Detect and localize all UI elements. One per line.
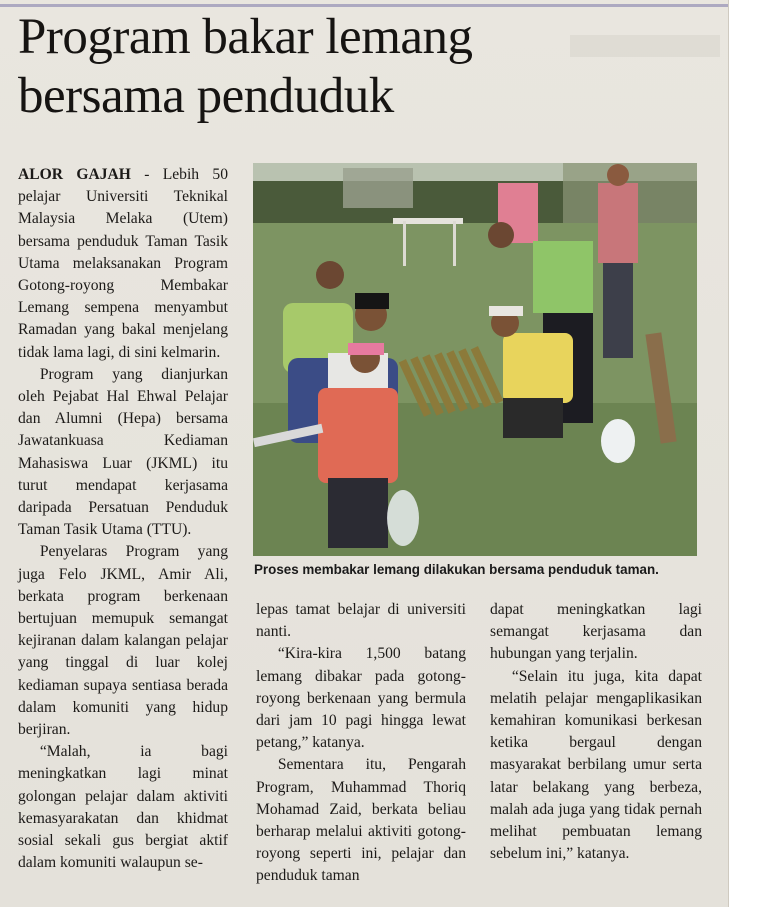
paragraph: Sementara itu, Pengarah Program, Muhammad Thoriq Mohamad Zaid, berkata beliau berharap melalui aktiviti gotong-royong seperti ini, pelajar dan penduduk taman bbox=[256, 756, 466, 885]
news-photo bbox=[253, 163, 697, 556]
lead-paragraph bbox=[18, 164, 228, 364]
paragraph: Penyelaras Program yang juga Felo JKML, Amir Ali, berkata program berkenaan bertujuan memupuk semangat kejiranan dalam kalangan pelajar yang tinggal di luar kolej kediaman supaya sentiasa berada dalam komuniti yang hidup berjiran. bbox=[18, 543, 228, 739]
headline-line1: Program bakar lemang bbox=[18, 9, 473, 65]
paragraph: “Malah, ia bagi meningkatkan lagi minat golongan pelajar dalam aktiviti kemasyarakatan dan khidmat sosial sekali gus bergiat aktif dalam komuniti walaupun se- bbox=[18, 743, 228, 872]
article-column-1 bbox=[18, 164, 228, 875]
photo-illustration bbox=[253, 163, 697, 556]
photo-caption: Proses membakar lemang dilakukan bersama penduduk taman. bbox=[254, 562, 659, 577]
article-column-3 bbox=[490, 599, 702, 865]
article-column-2 bbox=[256, 599, 466, 888]
paragraph: lepas tamat belajar di universiti nanti. bbox=[256, 601, 466, 641]
paragraph: “Selain itu juga, kita dapat melatih pelajar mengaplikasikan kemahiran komunikasi berkesan ketika bergaul dengan masyarakat berbilang umur serta latar belakang yang berbeza, malah ada juga yang tidak pernah melihat pembuatan lemang sebelum ini,” katanya. bbox=[490, 667, 702, 863]
lead-text: - Lebih 50 pelajar Universiti Teknikal Malaysia Melaka (Utem) bersama penduduk Taman Tasik Utama melaksanakan Program Gotong-royong Membakar Lemang sempena menyambut Ramadan yang bakal menjelang tidak lama lagi, di sini kelmarin. bbox=[18, 166, 228, 361]
dateline: ALOR GAJAH bbox=[18, 166, 131, 183]
paragraph: Program yang dianjurkan oleh Pejabat Hal Ehwal Pelajar dan Alumni (Hepa) bersama Jawatankuasa Kediaman Mahasiswa Luar (JKML) itu turut mendapat kerjasama daripada Persatuan Penduduk Taman Tasik Utama (TTU). bbox=[18, 365, 228, 539]
paragraph: dapat meningkatkan lagi semangat kerjasama dan hubungan yang terjalin. bbox=[490, 601, 702, 663]
headline bbox=[18, 8, 618, 126]
paragraph: “Kira-kira 1,500 batang lemang dibakar pada gotong-royong berkenaan yang bermula dari jam 10 pagi hingga lewat petang,” katanya. bbox=[256, 645, 466, 752]
top-rule bbox=[0, 4, 728, 7]
headline-line2: bersama penduduk bbox=[18, 68, 394, 124]
